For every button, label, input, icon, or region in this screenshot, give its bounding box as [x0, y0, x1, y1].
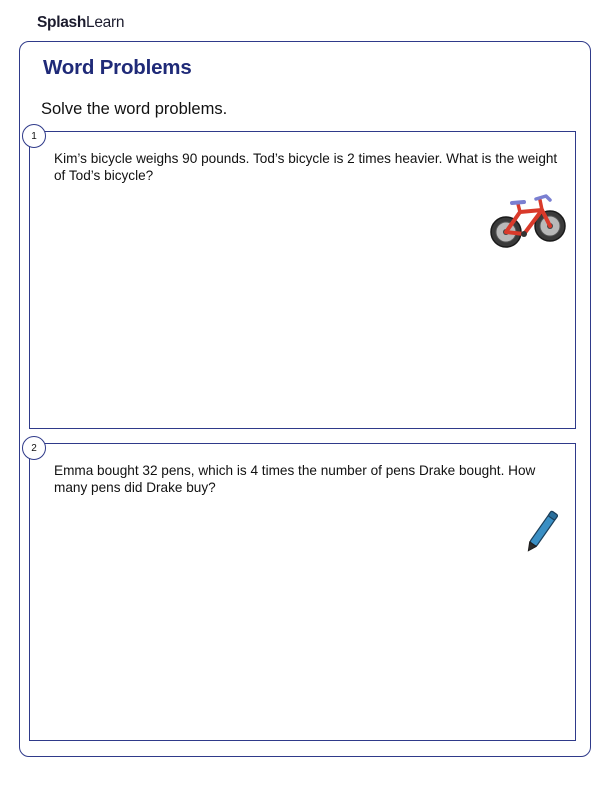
logo-bold-part: Splash [37, 14, 87, 31]
instructions: Solve the word problems. [41, 100, 228, 118]
question-number-1: 1 [22, 124, 46, 148]
question-number-2: 2 [22, 436, 46, 460]
logo-regular-part: Learn [86, 14, 125, 31]
bicycle-icon [488, 192, 568, 256]
question-box-1[interactable] [29, 131, 576, 429]
question-box-2[interactable] [29, 443, 576, 741]
question-text-1: Kim’s bicycle weighs 90 pounds. Tod’s bicycle is 2 times heavier. What is the weight of Tod’s bicycle? [54, 151, 558, 183]
splashlearn-logo [37, 14, 124, 32]
page-title: Word Problems [43, 56, 192, 79]
pen-icon [520, 502, 570, 552]
question-text-2: Emma bought 32 pens, which is 4 times the number of pens Drake bought. How many pens did Drake buy? [54, 463, 536, 495]
